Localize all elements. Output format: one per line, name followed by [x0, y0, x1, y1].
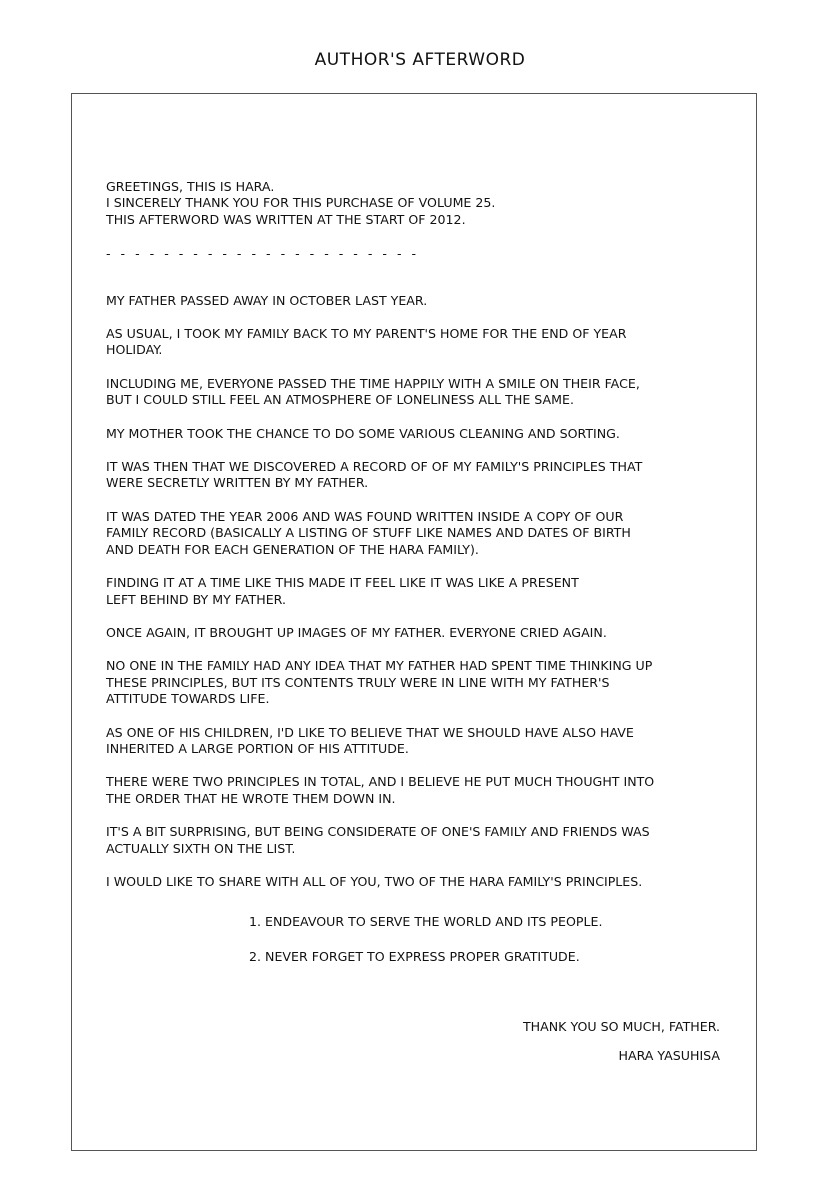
- paragraph: AS USUAL, I TOOK MY FAMILY BACK TO MY PARENT'S HOME FOR THE END OF YEAR HOLIDAY.: [106, 326, 627, 358]
- paragraph: THERE WERE TWO PRINCIPLES IN TOTAL, AND I BELIEVE HE PUT MUCH THOUGHT INTO THE ORDER THAT HE WROTE THEM DOWN IN.: [106, 774, 655, 806]
- afterword-body: [106, 179, 718, 983]
- principle-item: 2. NEVER FORGET TO EXPRESS PROPER GRATITUDE.: [249, 948, 580, 964]
- author-signature: HARA YASUHISA: [618, 1048, 720, 1063]
- dashed-divider: - - - - - - - - - - - - - - - - - - - - - -: [106, 246, 420, 262]
- paragraph: IT WAS DATED THE YEAR 2006 AND WAS FOUND WRITTEN INSIDE A COPY OF OUR FAMILY RECORD (BASICALLY A LISTING OF STUFF LIKE NAMES AND DATES OF BIRTH AND DEATH FOR EACH GENERATION OF THE HARA FAMILY).: [106, 508, 631, 557]
- paragraph: IT'S A BIT SURPRISING, BUT BEING CONSIDERATE OF ONE'S FAMILY AND FRIENDS WAS ACTUALLY SIXTH ON THE LIST.: [106, 824, 650, 856]
- paragraph: INCLUDING ME, EVERYONE PASSED THE TIME HAPPILY WITH A SMILE ON THEIR FACE, BUT I COULD STILL FEEL AN ATMOSPHERE OF LONELINESS ALL THE SAME.: [106, 375, 640, 408]
- signoff-block: [523, 1019, 720, 1077]
- paragraph: MY MOTHER TOOK THE CHANCE TO DO SOME VARIOUS CLEANING AND SORTING.: [106, 425, 620, 441]
- paragraph: AS ONE OF HIS CHILDREN, I'D LIKE TO BELIEVE THAT WE SHOULD HAVE ALSO HAVE INHERITED A LARGE PORTION OF HIS ATTITUDE.: [106, 724, 634, 756]
- paragraph: ONCE AGAIN, IT BROUGHT UP IMAGES OF MY FATHER. EVERYONE CRIED AGAIN.: [106, 624, 607, 640]
- paragraph: NO ONE IN THE FAMILY HAD ANY IDEA THAT MY FATHER HAD SPENT TIME THINKING UP THESE PRINCIPLES, BUT ITS CONTENTS TRULY WERE IN LINE WITH MY FATHER'S ATTITUDE TOWARDS LIFE.: [106, 658, 653, 707]
- paragraph: IT WAS THEN THAT WE DISCOVERED A RECORD OF OF MY FAMILY'S PRINCIPLES THAT WERE SECRETLY WRITTEN BY MY FATHER.: [106, 459, 643, 491]
- paragraph: MY FATHER PASSED AWAY IN OCTOBER LAST YEAR.: [106, 292, 428, 308]
- paragraph: FINDING IT AT A TIME LIKE THIS MADE IT FEEL LIKE IT WAS LIKE A PRESENT LEFT BEHIND BY MY FATHER.: [106, 575, 579, 607]
- thanks-line: THANK YOU SO MUCH, FATHER.: [522, 1019, 720, 1034]
- afterword-frame: [71, 93, 757, 1151]
- principle-item: 1. ENDEAVOUR TO SERVE THE WORLD AND ITS PEOPLE.: [249, 914, 603, 930]
- page-title: AUTHOR'S AFTERWORD: [314, 50, 526, 70]
- paragraph: I WOULD LIKE TO SHARE WITH ALL OF YOU, TWO OF THE HARA FAMILY'S PRINCIPLES.: [106, 873, 643, 889]
- greeting-text: GREETINGS, THIS IS HARA. I SINCERELY THANK YOU FOR THIS PURCHASE OF VOLUME 25. THIS AFTERWORD WAS WRITTEN AT THE START OF 2012.: [106, 179, 496, 227]
- principles-list: [249, 914, 840, 965]
